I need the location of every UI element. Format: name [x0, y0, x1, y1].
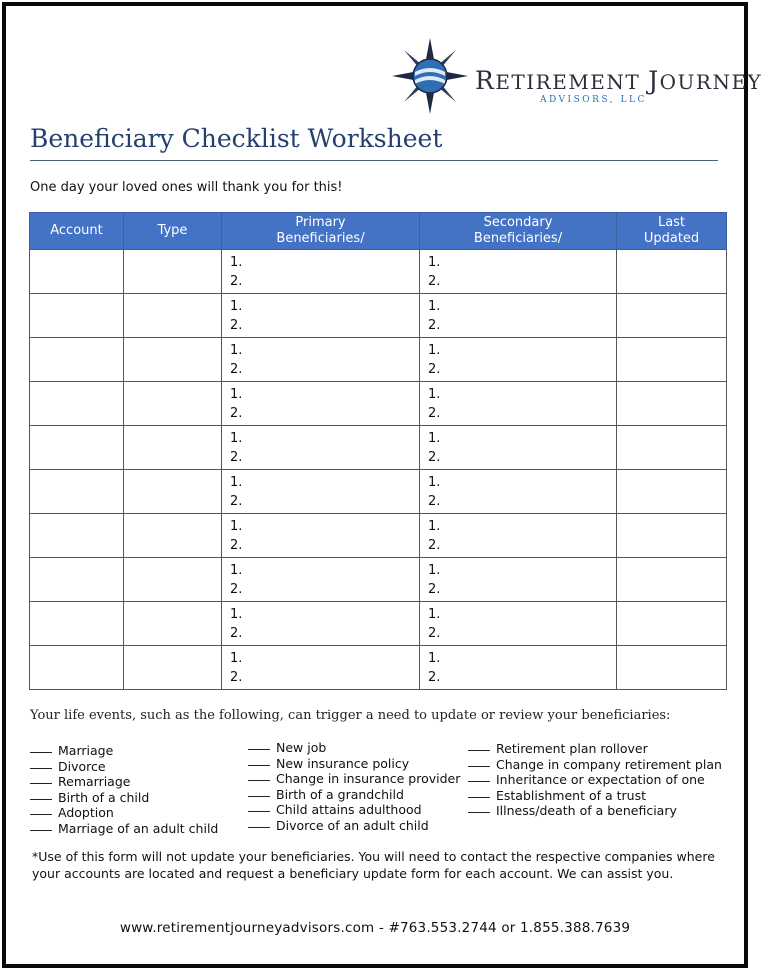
secondary-cell[interactable] — [420, 426, 617, 470]
table-body — [30, 250, 727, 690]
primary-cell[interactable] — [222, 250, 420, 294]
entry-number-1: 1. — [428, 475, 441, 490]
company-logo — [390, 36, 762, 116]
compass-logo-icon — [390, 36, 470, 116]
entry-number-2: 2. — [230, 450, 243, 465]
entry-number-2: 2. — [428, 362, 441, 377]
life-event-label: Divorce of an adult child — [276, 817, 429, 833]
type-cell[interactable] — [124, 382, 222, 426]
entry-number-1: 1. — [428, 255, 441, 270]
account-cell[interactable] — [30, 646, 124, 690]
last-updated-cell[interactable] — [617, 470, 727, 514]
checkbox-line[interactable] — [30, 783, 52, 784]
header-secondary-line1: Secondary — [483, 215, 553, 230]
life-event-item — [248, 756, 460, 772]
primary-cell[interactable] — [222, 558, 420, 602]
life-event-item — [248, 740, 460, 756]
life-event-label: New insurance policy — [276, 755, 410, 771]
brand-subtitle: ADVISORS, LLC — [540, 95, 647, 105]
brand-word-retirement: ETIREMENT — [495, 70, 649, 94]
entry-number-1: 1. — [230, 563, 243, 578]
table-row — [30, 426, 727, 470]
life-event-label: Change in insurance provider — [276, 771, 461, 786]
life-event-item — [30, 805, 218, 821]
checkbox-line[interactable] — [468, 781, 490, 782]
entry-number-1: 1. — [428, 343, 441, 358]
header-account — [30, 213, 124, 250]
checkbox-line[interactable] — [30, 768, 52, 769]
secondary-cell[interactable] — [420, 338, 617, 382]
last-updated-cell[interactable] — [617, 602, 727, 646]
table-row — [30, 338, 727, 382]
entry-number-2: 2. — [230, 626, 243, 641]
life-event-label: Remarriage — [58, 774, 131, 789]
checkbox-line[interactable] — [30, 814, 52, 815]
account-cell[interactable] — [30, 382, 124, 426]
life-event-label: Establishment of a trust — [496, 787, 646, 803]
life-event-item — [468, 788, 722, 804]
type-cell[interactable] — [124, 470, 222, 514]
primary-cell[interactable] — [222, 646, 420, 690]
page-title: Beneficiary Checklist Worksheet — [30, 124, 443, 153]
entry-number-2: 2. — [230, 670, 243, 685]
checkbox-line[interactable] — [468, 812, 490, 813]
type-cell[interactable] — [124, 602, 222, 646]
entry-number-1: 1. — [230, 607, 243, 622]
type-cell[interactable] — [124, 294, 222, 338]
life-event-item — [30, 790, 218, 806]
disclaimer-note: *Use of this form will not update your beneficiaries. You will need to contact the respective companies where your accounts are located and request a beneficiary update form for each account. We can assist you. — [32, 849, 715, 881]
table-row — [30, 382, 727, 426]
table-row — [30, 514, 727, 558]
last-updated-cell[interactable] — [617, 558, 727, 602]
entry-number-2: 2. — [428, 450, 441, 465]
header-account-label: Account — [50, 223, 103, 238]
type-cell[interactable] — [124, 514, 222, 558]
table-row — [30, 602, 727, 646]
table-row — [30, 558, 727, 602]
primary-cell[interactable] — [222, 382, 420, 426]
type-cell[interactable] — [124, 426, 222, 470]
beneficiary-table — [29, 212, 727, 690]
table-header-row — [30, 213, 727, 250]
entry-number-2: 2. — [428, 406, 441, 421]
entry-number-1: 1. — [428, 651, 441, 666]
header-last-updated — [617, 213, 727, 250]
checkbox-line[interactable] — [30, 799, 52, 800]
life-event-item — [468, 757, 722, 773]
header-type-label: Type — [157, 223, 188, 238]
account-cell[interactable] — [30, 602, 124, 646]
account-cell[interactable] — [30, 514, 124, 558]
life-event-label: Divorce — [58, 758, 106, 774]
secondary-cell[interactable] — [420, 558, 617, 602]
type-cell[interactable] — [124, 338, 222, 382]
life-event-item — [468, 803, 722, 819]
entry-number-2: 2. — [428, 318, 441, 333]
entry-number-2: 2. — [428, 494, 441, 509]
life-events-intro: Your life events, such as the following, can trigger a need to update or review your beneficiaries: — [30, 708, 671, 723]
checkbox-line[interactable] — [248, 780, 270, 781]
secondary-cell[interactable] — [420, 294, 617, 338]
type-cell[interactable] — [124, 558, 222, 602]
checkbox-line[interactable] — [248, 811, 270, 812]
entry-number-1: 1. — [230, 343, 243, 358]
life-event-label: New job — [276, 740, 327, 755]
life-event-label: Marriage — [58, 743, 114, 758]
header-primary-line1: Primary — [295, 215, 346, 230]
entry-number-1: 1. — [230, 651, 243, 666]
primary-cell[interactable] — [222, 338, 420, 382]
secondary-cell[interactable] — [420, 382, 617, 426]
type-cell[interactable] — [124, 646, 222, 690]
entry-number-1: 1. — [230, 431, 243, 446]
entry-number-2: 2. — [428, 626, 441, 641]
brand-word-journey: OURNEY — [659, 70, 762, 94]
entry-number-2: 2. — [230, 362, 243, 377]
checkbox-line[interactable] — [248, 765, 270, 766]
life-event-label: Birth of a child — [58, 789, 150, 805]
primary-cell[interactable] — [222, 514, 420, 558]
checkbox-line[interactable] — [30, 752, 52, 753]
life-event-item — [30, 774, 218, 790]
primary-cell[interactable] — [222, 602, 420, 646]
entry-number-1: 1. — [428, 431, 441, 446]
secondary-cell[interactable] — [420, 646, 617, 690]
account-cell[interactable] — [30, 294, 124, 338]
life-event-item — [468, 741, 722, 757]
account-cell[interactable] — [30, 558, 124, 602]
entry-number-2: 2. — [230, 318, 243, 333]
checkbox-line[interactable] — [30, 830, 52, 831]
entry-number-1: 1. — [230, 519, 243, 534]
secondary-cell[interactable] — [420, 514, 617, 558]
entry-number-2: 2. — [230, 406, 243, 421]
header-type — [124, 213, 222, 250]
entry-number-1: 1. — [428, 563, 441, 578]
entry-number-2: 2. — [428, 538, 441, 553]
account-cell[interactable] — [30, 470, 124, 514]
entry-number-1: 1. — [230, 387, 243, 402]
life-event-item — [30, 743, 218, 759]
life-event-item — [30, 759, 218, 775]
entry-number-2: 2. — [428, 274, 441, 289]
life-event-label: Retirement plan rollover — [496, 741, 648, 756]
brand-initial-j: J — [648, 66, 660, 95]
life-event-item — [30, 821, 218, 837]
table-row — [30, 646, 727, 690]
table-row — [30, 470, 727, 514]
account-cell[interactable] — [30, 338, 124, 382]
header-primary-line2: Beneficiaries/ — [276, 231, 365, 246]
life-events-column-2 — [248, 740, 460, 833]
table-row — [30, 250, 727, 294]
entry-number-1: 1. — [428, 299, 441, 314]
entry-number-2: 2. — [230, 582, 243, 597]
header-last-line2: Updated — [643, 231, 700, 246]
entry-number-1: 1. — [230, 299, 243, 314]
life-events-column-3 — [468, 741, 722, 819]
checkbox-line[interactable] — [248, 749, 270, 750]
secondary-cell[interactable] — [420, 250, 617, 294]
entry-number-1: 1. — [428, 519, 441, 534]
header-secondary-beneficiaries — [420, 213, 617, 250]
account-cell[interactable] — [30, 250, 124, 294]
last-updated-cell[interactable] — [617, 250, 727, 294]
life-event-item — [248, 802, 460, 818]
life-event-item — [468, 772, 722, 788]
life-events-column-1 — [30, 743, 218, 836]
checkbox-line[interactable] — [248, 827, 270, 828]
last-updated-cell[interactable] — [617, 382, 727, 426]
life-event-label: Marriage of an adult child — [58, 820, 219, 836]
life-event-label: Child attains adulthood — [276, 802, 422, 817]
life-event-item — [248, 818, 460, 834]
entry-number-1: 1. — [428, 607, 441, 622]
life-event-label: Adoption — [58, 805, 114, 820]
entry-number-1: 1. — [428, 387, 441, 402]
entry-number-2: 2. — [428, 582, 441, 597]
last-updated-cell[interactable] — [617, 426, 727, 470]
checkbox-line[interactable] — [248, 796, 270, 797]
entry-number-1: 1. — [230, 255, 243, 270]
life-event-label: Inheritance or expectation of one — [496, 772, 705, 787]
footer-contact: www.retirementjourneyadvisors.com - #763.553.2744 or 1.855.388.7639 — [119, 920, 631, 936]
checkbox-line[interactable] — [468, 797, 490, 798]
secondary-cell[interactable] — [420, 470, 617, 514]
entry-number-2: 2. — [428, 670, 441, 685]
primary-cell[interactable] — [222, 470, 420, 514]
title-divider — [30, 160, 718, 161]
header-secondary-line2: Beneficiaries/ — [473, 231, 563, 246]
life-event-item — [248, 771, 460, 787]
last-updated-cell[interactable] — [617, 338, 727, 382]
checkbox-line[interactable] — [468, 750, 490, 751]
intro-text: One day your loved ones will thank you for this! — [30, 180, 343, 195]
header-primary-beneficiaries — [222, 213, 420, 250]
life-event-label: Illness/death of a beneficiary — [496, 803, 677, 818]
secondary-cell[interactable] — [420, 602, 617, 646]
life-event-label: Birth of a grandchild — [276, 786, 404, 802]
last-updated-cell[interactable] — [617, 294, 727, 338]
entry-number-2: 2. — [230, 274, 243, 289]
account-cell[interactable] — [30, 426, 124, 470]
life-event-label: Change in company retirement plan — [496, 756, 722, 772]
last-updated-cell[interactable] — [617, 646, 727, 690]
brand-initial-r: R — [475, 66, 496, 95]
life-event-item — [248, 787, 460, 803]
primary-cell[interactable] — [222, 426, 420, 470]
primary-cell[interactable] — [222, 294, 420, 338]
header-last-line1: Last — [657, 215, 686, 230]
checkbox-line[interactable] — [468, 766, 490, 767]
entry-number-1: 1. — [230, 475, 243, 490]
last-updated-cell[interactable] — [617, 514, 727, 558]
brand-name — [475, 66, 762, 95]
table-row — [30, 294, 727, 338]
entry-number-2: 2. — [230, 494, 243, 509]
type-cell[interactable] — [124, 250, 222, 294]
entry-number-2: 2. — [230, 538, 243, 553]
